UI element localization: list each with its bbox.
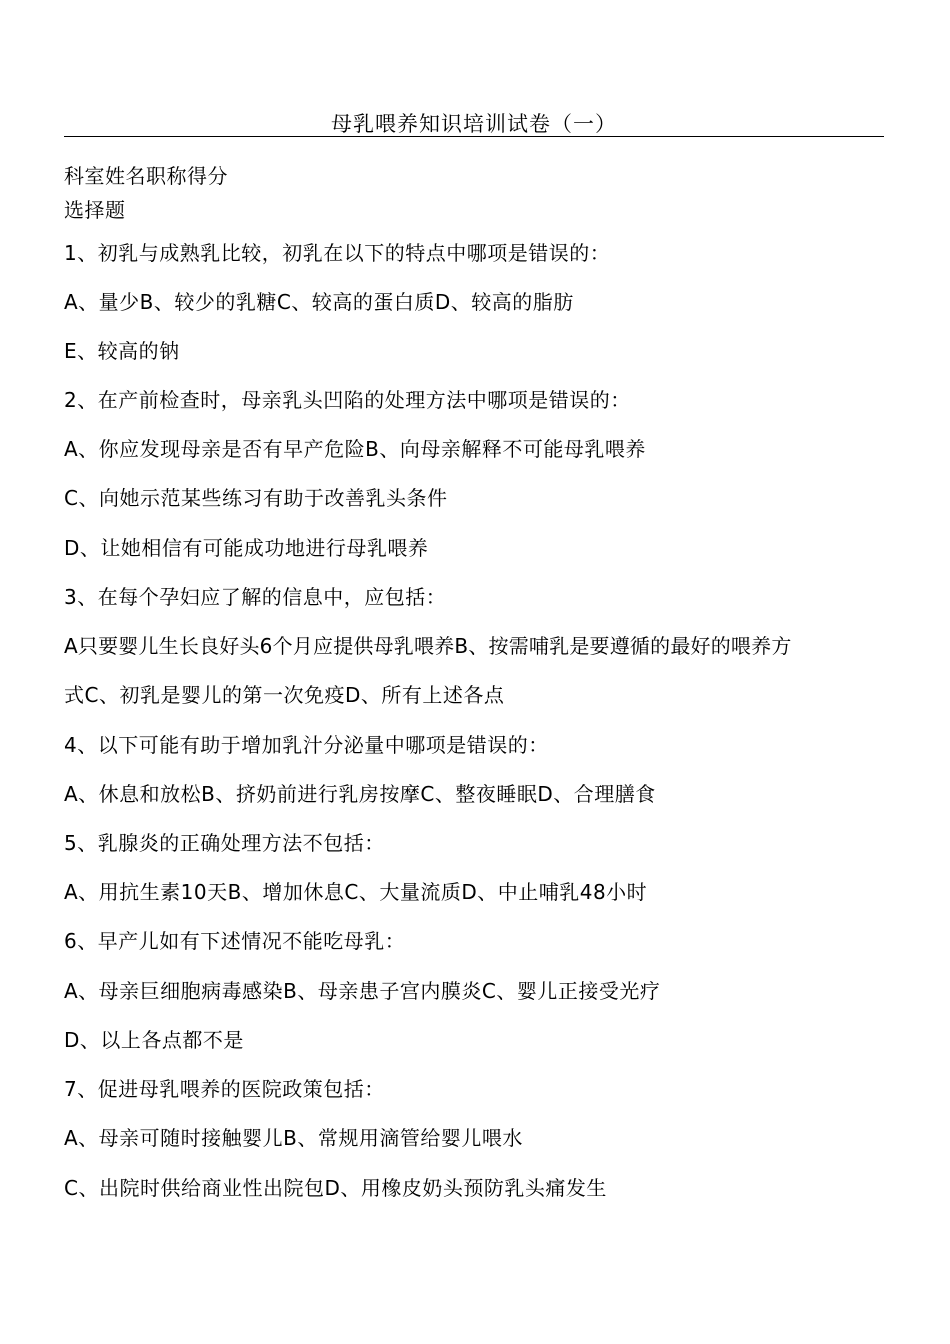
question-2: 2、在产前检查时，母亲乳头凹陷的处理方法中哪项是错误的：: [64, 388, 631, 412]
question-5-options: A、用抗生素10天B、增加休息C、大量流质D、中止哺乳48小时: [64, 880, 648, 904]
document-title: 母乳喂养知识培训试卷（一）: [331, 112, 617, 136]
question-6: 6、早产儿如有下述情况不能吃母乳：: [64, 929, 406, 953]
question-3-options-cont: 式C、初乳是婴儿的第一次免疫D、所有上述各点: [64, 683, 505, 707]
question-2-option-d: D、让她相信有可能成功地进行母乳喂养: [64, 536, 429, 560]
question-3: 3、在每个孕妇应了解的信息中，应包括：: [64, 585, 447, 609]
question-7: 7、促进母乳喂养的医院政策包括：: [64, 1077, 385, 1101]
question-2-option-c: C、向她示范某些练习有助于改善乳头条件: [64, 486, 448, 510]
question-1-options: A、量少B、较少的乳糖C、较高的蛋白质D、较高的脂肪: [64, 290, 574, 314]
header-fields: 科室姓名职称得分: [64, 164, 228, 188]
question-6-option-d: D、以上各点都不是: [64, 1028, 244, 1052]
question-4: 4、以下可能有助于增加乳汁分泌量中哪项是错误的：: [64, 733, 549, 757]
question-6-options: A、母亲巨细胞病毒感染B、母亲患子宫内膜炎C、婴儿正接受光疗: [64, 979, 661, 1003]
question-3-options: A只要婴儿生长良好头6个月应提供母乳喂养B、按需哺乳是要遵循的最好的喂养方: [64, 634, 792, 658]
question-2-options: A、你应发现母亲是否有早产危险B、向母亲解释不可能母乳喂养: [64, 437, 646, 461]
question-4-options: A、休息和放松B、挤奶前进行乳房按摩C、整夜睡眠D、合理膳食: [64, 782, 656, 806]
question-5: 5、乳腺炎的正确处理方法不包括：: [64, 831, 385, 855]
question-1-options-cont: E、较高的钠: [64, 339, 180, 363]
question-1: 1、初乳与成熟乳比较，初乳在以下的特点中哪项是错误的：: [64, 241, 611, 265]
question-7-options-cont: C、出院时供给商业性出院包D、用橡皮奶头预防乳头痛发生: [64, 1176, 607, 1200]
question-7-options: A、母亲可随时接触婴儿B、常规用滴管给婴儿喂水: [64, 1126, 523, 1150]
title-underline: [64, 136, 884, 137]
section-heading: 选择题: [64, 198, 126, 222]
